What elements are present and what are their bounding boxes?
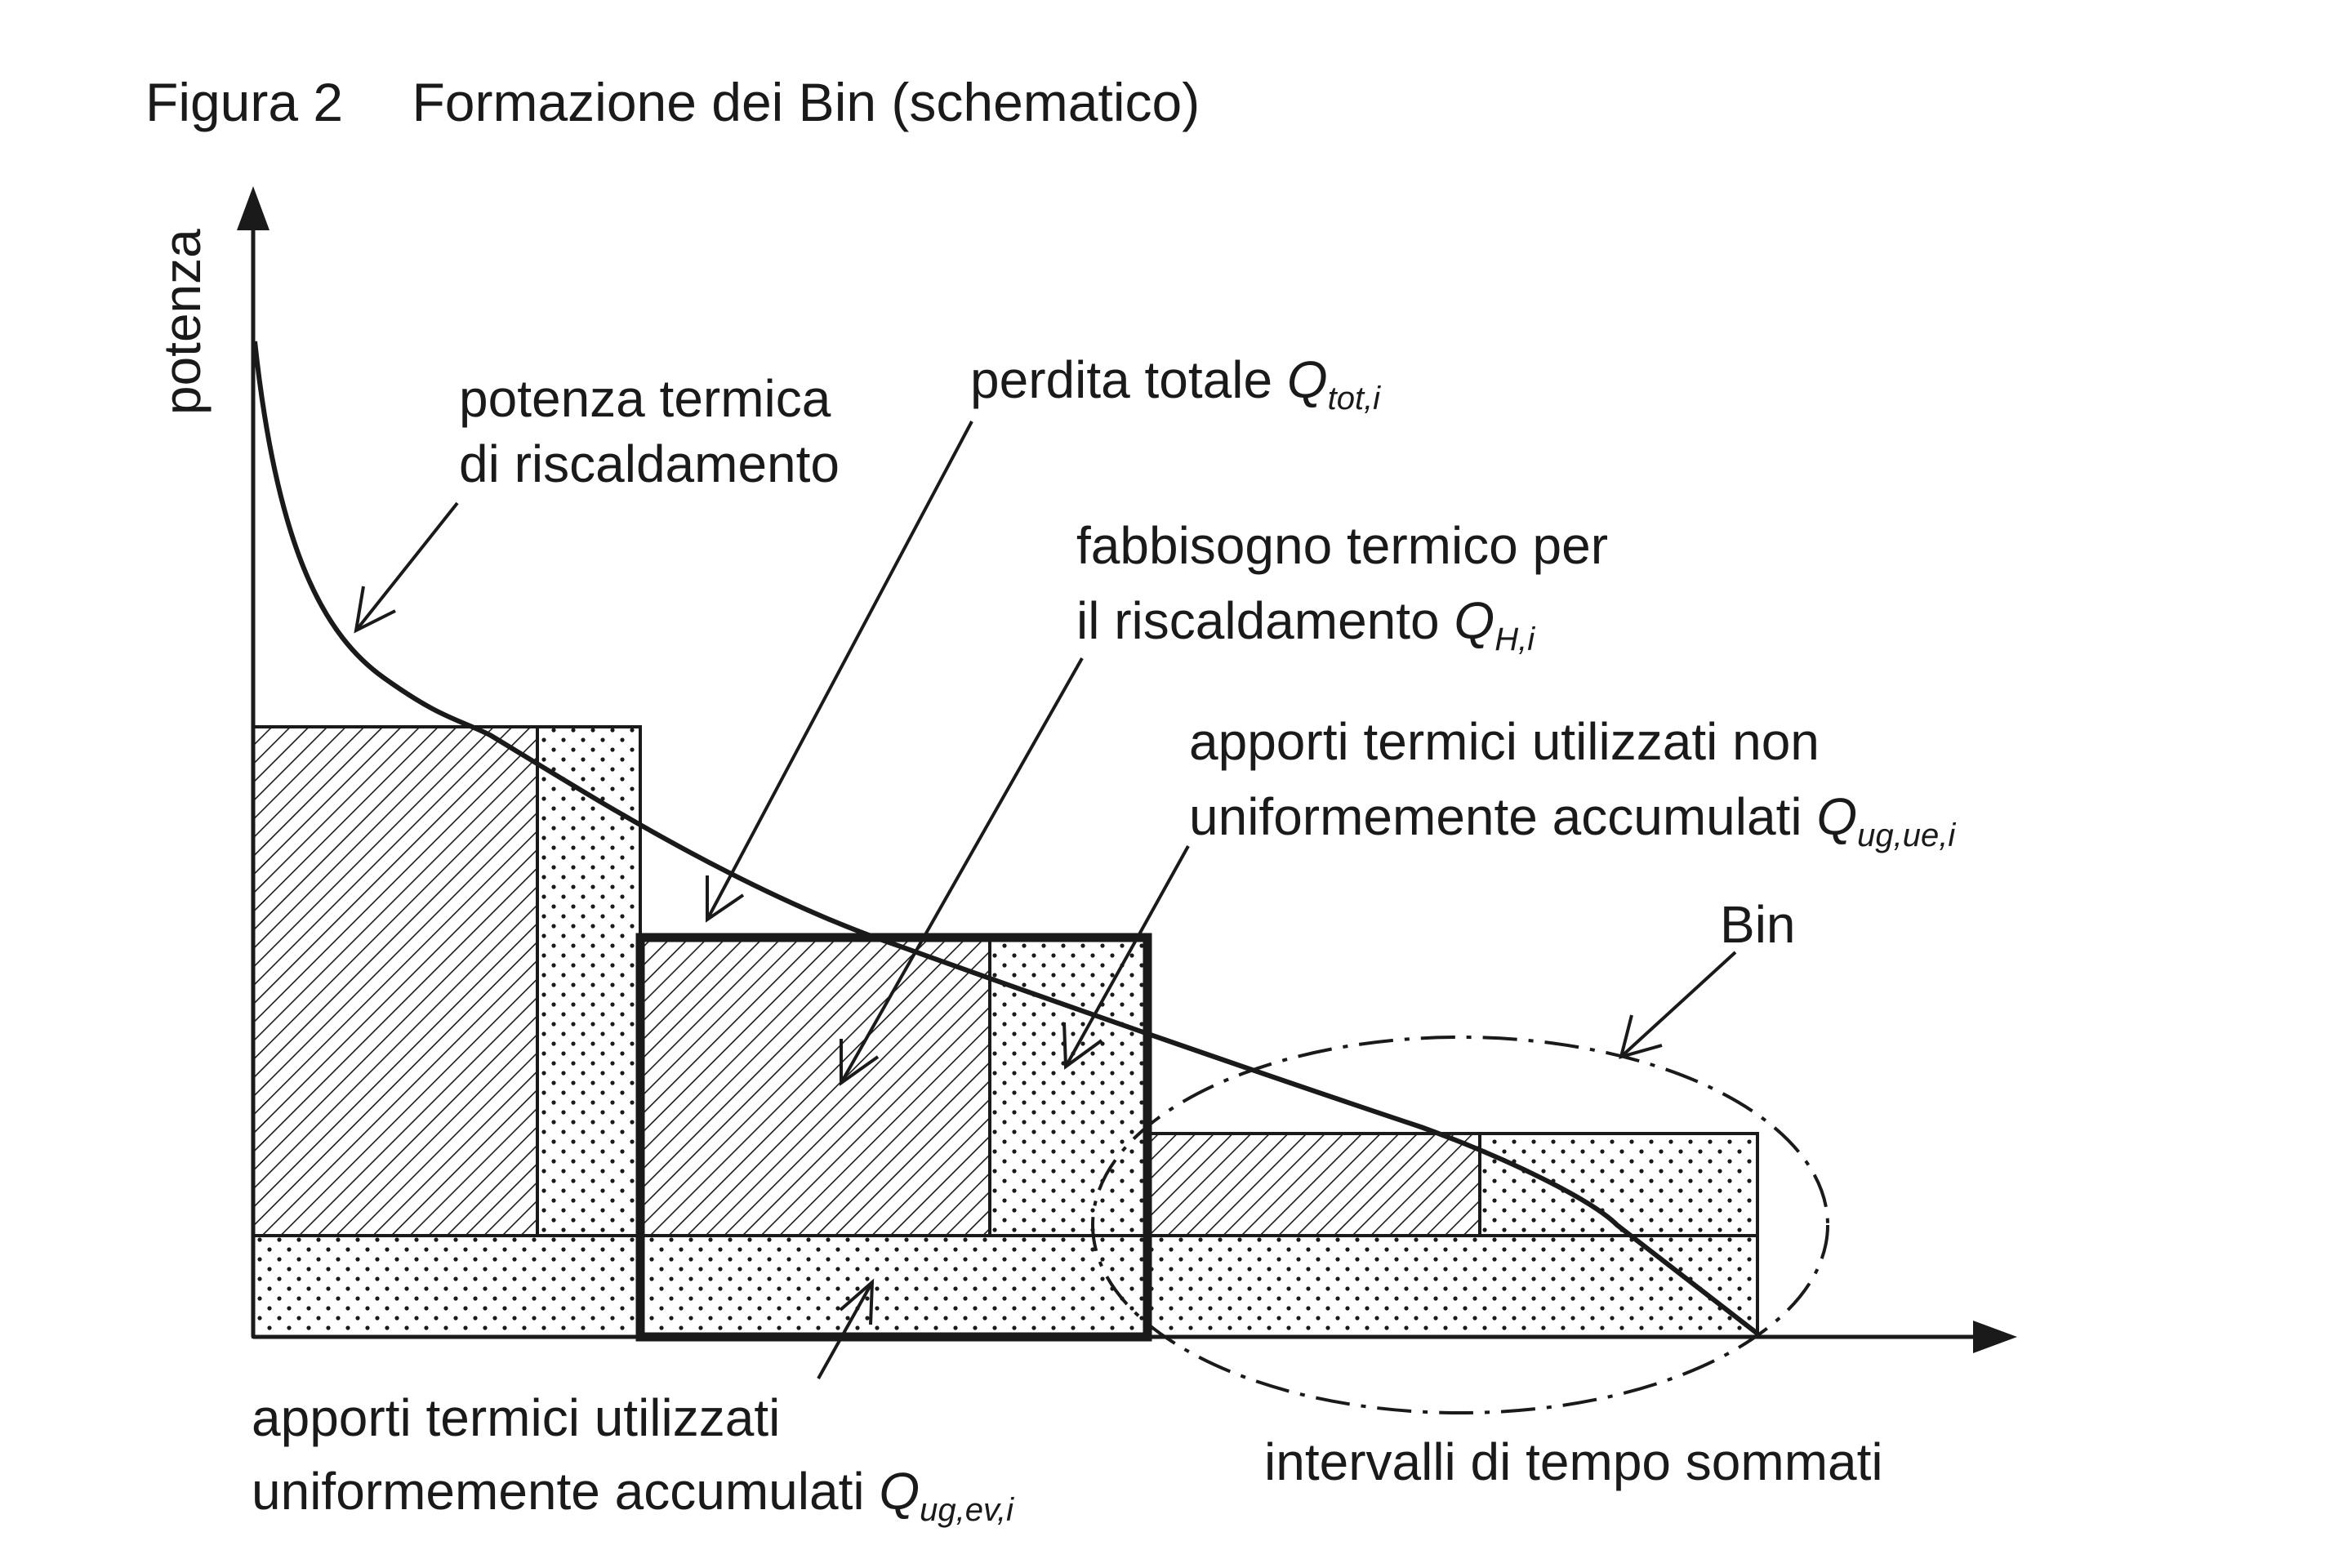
heating-demand-label-line2 [1076,591,1535,657]
heating-demand-symbol: Q [1454,591,1495,650]
heating-power-label-line2: di riscaldamento [459,434,840,493]
nonuniform-gains-label-line1: apporti termici utilizzati non [1189,712,1820,771]
x-axis-arrow-icon [1973,1321,2017,1353]
bin-2 [640,938,1147,1236]
uniform-gains-subscript: ug,ev,i [920,1492,1014,1528]
total-loss-text: perdita totale [970,350,1287,409]
heating-demand-label-line1: fabbisogno termico per [1076,516,1609,575]
figure-number: Figura 2 [145,72,344,132]
uniform-gains-label-line2 [252,1462,1014,1528]
bin-2-nonuniform-gains-area [990,938,1147,1236]
x-axis-label: intervalli di tempo sommati [1264,1432,1883,1491]
nonuniform-gains-symbol: Q [1816,787,1858,846]
figure-title-text: Formazione dei Bin (schematico) [412,72,1200,132]
heating-power-leader [356,503,457,630]
heating-power-label-2 [459,434,840,493]
total-loss-label [970,350,1381,416]
figure-title [145,72,1200,132]
heating-demand-subscript: H,i [1494,621,1535,657]
bin-3-heating-demand-area [1147,1134,1480,1236]
total-loss-arrow-icon [707,875,743,920]
uniform-gains-symbol: Q [879,1462,920,1521]
nonuniform-gains-subscript: ug,ue,i [1857,817,1956,853]
uniform-gains-label-line1: apporti termici utilizzati [252,1388,781,1447]
heating-power-label [459,369,831,428]
total-loss-subscript: tot,i [1327,381,1381,416]
total-loss-leader [707,421,972,920]
nonuniform-gains-label-line2 [1189,787,1956,853]
bin-3-nonuniform-gains-area [1480,1134,1757,1236]
bin-3 [1147,1134,1757,1236]
total-loss-symbol: Q [1286,350,1328,409]
y-axis-arrow-icon [237,186,270,230]
uniform-gains-text: uniformemente accumulati [252,1462,880,1521]
y-axis-label: potenza [153,229,212,415]
bin-label: Bin [1720,895,1796,954]
bin-2-heating-demand-area [640,938,990,1236]
bin-leader [1621,952,1735,1057]
heating-demand-text: il riscaldamento [1076,591,1454,650]
uniform-gains-band [253,1236,1757,1337]
heating-power-label-line1: potenza termica [459,369,831,428]
nonuniform-gains-text: uniformemente accumulati [1189,787,1817,846]
bin-1-heating-demand-area [253,727,537,1236]
bin-1 [253,727,640,1236]
bin-1-nonuniform-gains-area [537,727,640,1236]
